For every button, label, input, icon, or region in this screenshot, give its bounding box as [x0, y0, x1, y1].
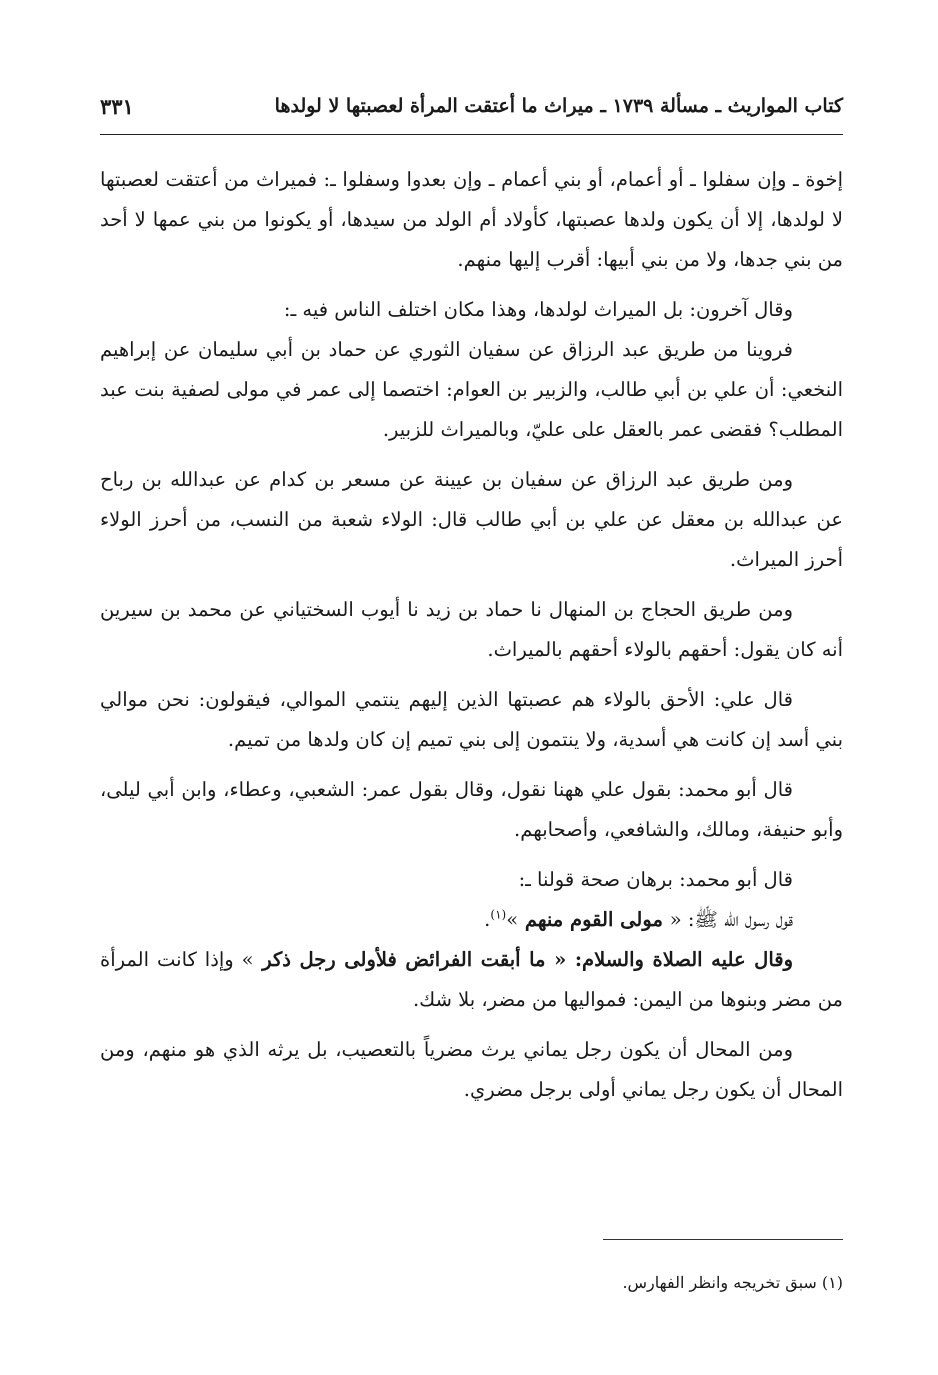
hadith-paragraph-1: قول رسول الله ﷺ: « مولى القوم منهم »$^{(١)}$. — [484, 907, 793, 931]
footnote-marker: (١) — [490, 907, 507, 922]
main-text — [100, 160, 843, 1120]
paragraph-3: فروينا من طريق عبد الرزاق عن سفيان الثوري عن حماد بن أبي سليمان عن إبراهيم النخعي: أن علي بن أبي طالب، والزبير بن العوام: اختصما إلى عمر في مولى لصفية بنت عبد المطلب؟ فقضى عمر بالعقل على عليّ، وبالميراث للزبير. — [100, 338, 843, 441]
hadith-paragraph-2 — [100, 940, 843, 1020]
footnote: (١) سبق تخريجه وانظر الفهارس. — [622, 1273, 843, 1292]
hadith-1-close: » — [506, 908, 519, 931]
paragraph-4: ومن طريق عبد الرزاق عن سفيان بن عيينة عن مسعر بن كدام عن عبدالله بن رباح عن عبدالله بن معقل عن علي بن أبي طالب قال: الولاء شعبة من النسب، من أحرز الولاء أحرز الميراث. — [100, 468, 843, 571]
hadith-1-intro: قول رسول الله ﷺ: « — [669, 908, 793, 931]
paragraph-5: ومن طريق الحجاج بن المنهال نا حماد بن زيد نا أيوب السختياني عن محمد بن سيرين أنه كان يقول: أحقهم بالولاء أحقهم بالميراث. — [100, 598, 843, 661]
footnote-rule — [603, 1239, 843, 1240]
hadith-2-intro: وقال عليه الصلاة والسلام: « — [554, 948, 794, 971]
paragraph-7: قال أبو محمد: بقول علي ههنا نقول، وقال بقول عمر: الشعبي، وعطاء، وابن أبي ليلى، وأبو حنيفة، ومالك، والشافعي، وأصحابهم. — [100, 778, 843, 841]
header-rule — [100, 134, 843, 135]
hadith-1-quote: مولى القوم منهم — [518, 908, 670, 931]
hadith-2-quote: ما أبقت الفرائض فلأولى رجل ذكر — [253, 948, 555, 971]
paragraph-8: قال أبو محمد: برهان صحة قولنا ـ: — [518, 868, 793, 891]
paragraph-2: وقال آخرون: بل الميراث لولدها، وهذا مكان اختلف الناس فيه ـ: — [283, 298, 793, 321]
page-number: ٣٣١ — [100, 93, 134, 119]
hadith-2-rest: » وإذا كانت المرأة من مضر وبنوها من اليمن: فمواليها من مضر، بلا شك. — [100, 948, 843, 1011]
running-head: كتاب المواريث ـ مسألة ١٧٣٩ ـ ميراث ما أعتقت المرأة لعصبتها لا لولدها — [274, 95, 843, 117]
closing-paragraph: ومن المحال أن يكون رجل يماني يرث مضرياً بالتعصيب، بل يرثه الذي هو منهم، ومن المحال أن يكون رجل يماني أولى برجل مضري. — [100, 1038, 843, 1101]
paragraph-6: قال علي: الأحق بالولاء هم عصبتها الذين إليهم ينتمي الموالي، فيقولون: نحن موالي بني أسد إن كانت هي أسدية، ولا ينتمون إلى بني تميم إن كان ولدها من تميم. — [100, 688, 843, 751]
page-header — [100, 86, 843, 126]
paragraph-1: إخوة ـ وإن سفلوا ـ أو أعمام، أو بني أعمام ـ وإن بعدوا وسفلوا ـ: فميراث من أعتقت لعصبتها لا لولدها، إلا أن يكون ولدها عصبتها، كأولاد أم الولد من سيدها، أو يكونوا من بني عمها لا أحد من بني جدها، ولا من بني أبيها: أقرب إليها منهم. — [100, 168, 843, 271]
